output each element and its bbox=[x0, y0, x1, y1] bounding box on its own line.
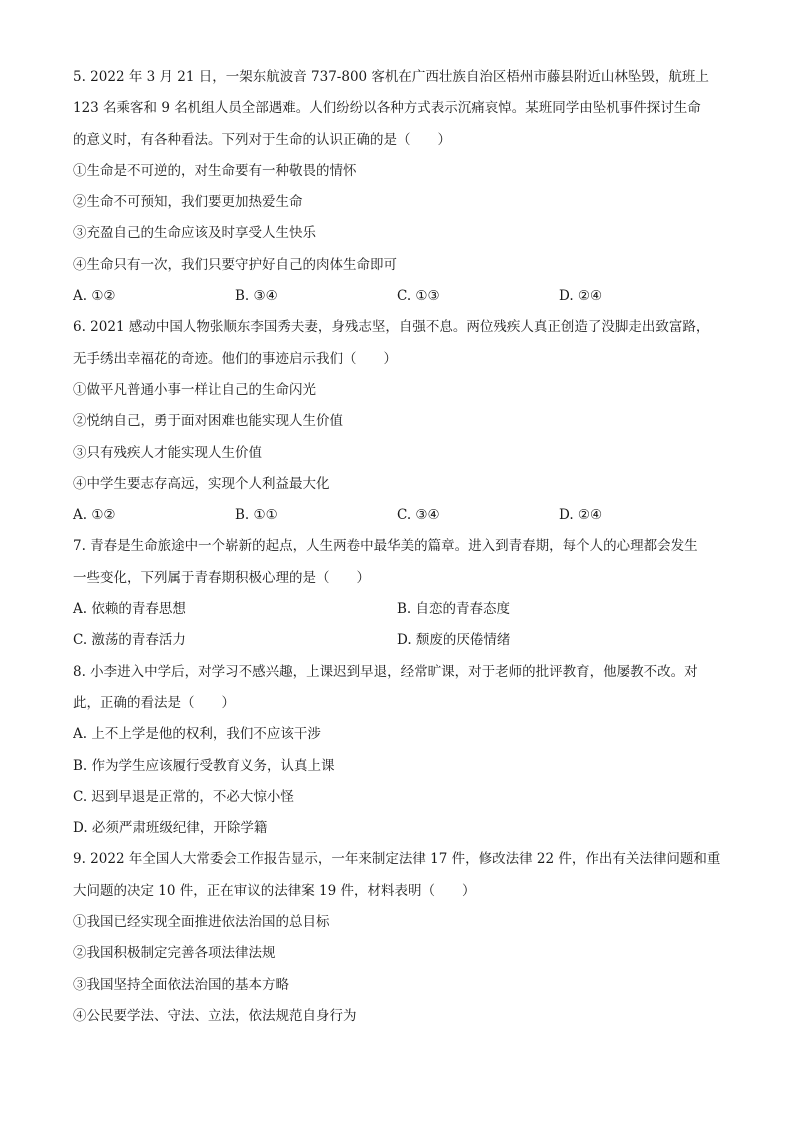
statement-item: ②生命不可预知，我们要更加热爱生命 bbox=[73, 194, 303, 211]
option-b: B. ③④ bbox=[235, 288, 278, 305]
question-stem-line: 9. 2022 年全国人大常委会工作报告显示，一年来制定法律 17 件，修改法律 22 件，作出有关法律问题和重 bbox=[73, 851, 721, 868]
option-d: D. ②④ bbox=[559, 507, 603, 524]
statement-item: ④生命只有一次，我们只要守护好自己的肉体生命即可 bbox=[73, 256, 397, 273]
option-d: D. 必须严肃班级纪律，开除学籍 bbox=[73, 820, 268, 837]
question-stem-line: 的意义时，有各种看法。下列对于生命的认识正确的是（ ） bbox=[73, 131, 451, 148]
option-b: B. ①① bbox=[235, 507, 278, 524]
question-5 bbox=[73, 62, 724, 312]
question-stem-line: 大问题的决定 10 件，正在审议的法律案 19 件，材料表明（ ） bbox=[73, 882, 476, 899]
option-c: C. ①③ bbox=[397, 288, 440, 305]
option-d: D. 颓废的厌倦情绪 bbox=[397, 632, 511, 649]
answer-options-row bbox=[73, 625, 724, 656]
answer-options bbox=[73, 500, 724, 531]
question-stem-line: 一些变化，下列属于青春期积极心理的是（ ） bbox=[73, 569, 370, 586]
option-a: A. 上不上学是他的权利，我们不应该干涉 bbox=[73, 726, 321, 743]
option-a: A. ①② bbox=[73, 288, 116, 305]
option-c: C. 迟到早退是正常的，不必大惊小怪 bbox=[73, 788, 294, 805]
statement-item: ③充盈自己的生命应该及时享受人生快乐 bbox=[73, 225, 316, 242]
question-stem-line: 无手绣出幸福花的奇迹。他们的事迹启示我们（ ） bbox=[73, 350, 397, 367]
question-stem-line: 6. 2021 感动中国人物张顺东李国秀夫妻，身残志坚，自强不息。两位残疾人真正创造了没脚走出致富路， bbox=[73, 319, 710, 336]
statement-item: ③只有残疾人才能实现人生价值 bbox=[73, 444, 262, 461]
question-9 bbox=[73, 844, 724, 1032]
statement-item: ②我国积极制定完善各项法律法规 bbox=[73, 945, 276, 962]
statement-item: ①做平凡普通小事一样让自己的生命闪光 bbox=[73, 381, 316, 398]
answer-options bbox=[73, 281, 724, 312]
question-stem-line: 此，正确的看法是（ ） bbox=[73, 694, 235, 711]
statement-item: ④中学生要志存高远，实现个人利益最大化 bbox=[73, 475, 330, 492]
option-c: C. 激荡的青春活力 bbox=[73, 632, 186, 649]
option-c: C. ③④ bbox=[397, 507, 440, 524]
option-a: A. ①② bbox=[73, 507, 116, 524]
option-b: B. 自恋的青春态度 bbox=[397, 601, 511, 618]
option-a: A. 依赖的青春思想 bbox=[73, 601, 186, 618]
statement-item: ③我国坚持全面依法治国的基本方略 bbox=[73, 976, 289, 993]
statement-item: ④公民要学法、守法、立法，依法规范自身行为 bbox=[73, 1007, 357, 1024]
answer-options-row bbox=[73, 594, 724, 625]
statement-item: ①我国已经实现全面推进依法治国的总目标 bbox=[73, 914, 330, 931]
option-b: B. 作为学生应该履行受教育义务，认真上课 bbox=[73, 757, 335, 774]
statement-item: ②悦纳自己，勇于面对困难也能实现人生价值 bbox=[73, 413, 343, 430]
question-stem-line: 5. 2022 年 3 月 21 日，一架东航波音 737-800 客机在广西壮族自治区梧州市藤县附近山林坠毁，航班上 bbox=[73, 69, 709, 85]
question-8 bbox=[73, 657, 724, 845]
question-6 bbox=[73, 312, 724, 531]
question-stem-line: 8. 小李进入中学后，对学习不感兴趣，上课迟到早退，经常旷课，对于老师的批评教育，他屡教不改。对 bbox=[73, 663, 698, 680]
statement-item: ①生命是不可逆的，对生命要有一种敬畏的情怀 bbox=[73, 162, 357, 179]
question-stem-line: 123 名乘客和 9 名机组人员全部遇难。人们纷纷以各种方式表示沉痛哀悼。某班同学由坠机事件探讨生命 bbox=[73, 100, 701, 117]
option-d: D. ②④ bbox=[559, 288, 603, 305]
question-stem-line: 7. 青春是生命旅途中一个崭新的起点，人生两卷中最华美的篇章。进入到青春期，每个人的心理都会发生 bbox=[73, 538, 698, 555]
question-7 bbox=[73, 531, 724, 656]
